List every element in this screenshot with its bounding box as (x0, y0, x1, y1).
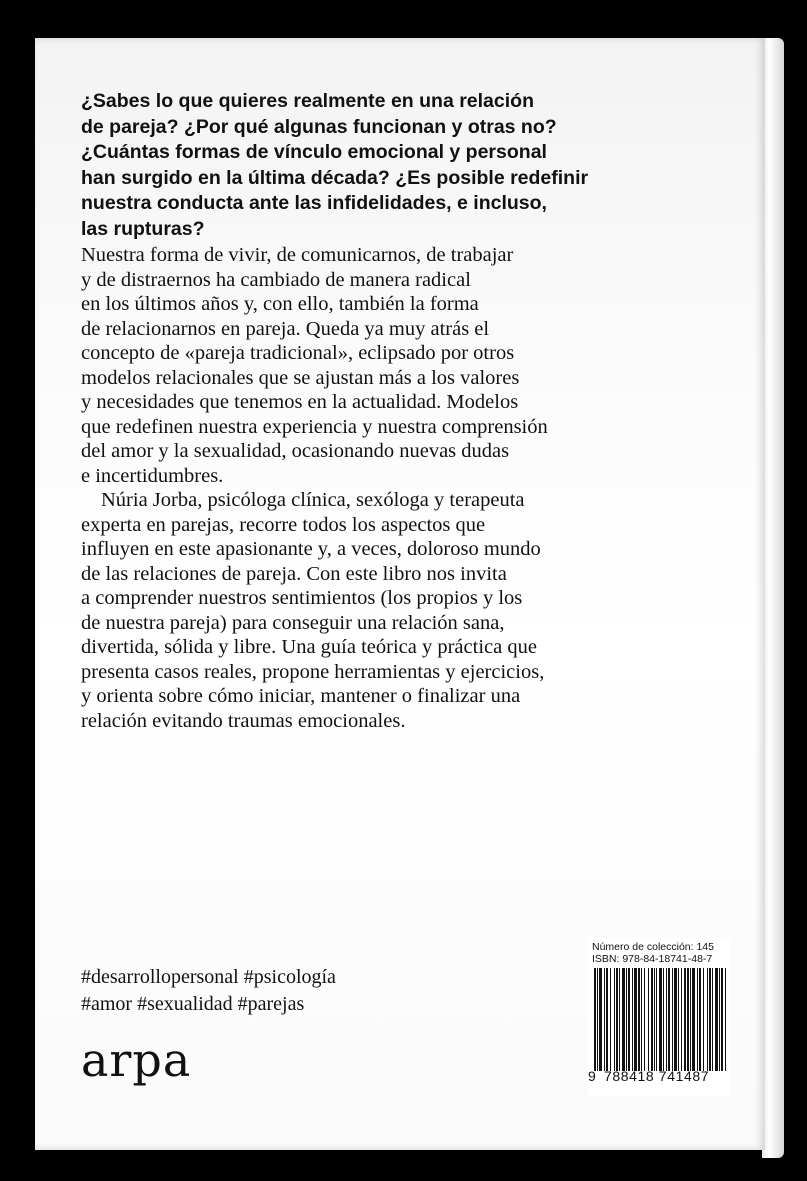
synopsis-line: de las relaciones de pareja. Con este libro nos invita (81, 562, 507, 585)
synopsis-line: y orienta sobre cómo iniciar, mantener o finalizar una (81, 685, 521, 707)
barcode-lead-digit: 9 (588, 1068, 596, 1084)
synopsis-line: de relacionarnos en pareja. Queda ya muy atrás el (81, 317, 490, 340)
intro-line: de pareja? ¿Por qué algunas funcionan y otras no? (81, 115, 557, 138)
barcode-block (588, 938, 730, 1096)
synopsis-line: de nuestra pareja) para conseguir una relación sana, (81, 611, 505, 634)
synopsis-line: modelos relacionales que se ajustan más a los valores (81, 366, 520, 389)
back-cover (35, 38, 765, 1150)
synopsis-line: e incertidumbres. (81, 464, 224, 487)
synopsis-line: Núria Jorba, psicóloga clínica, sexóloga y terapeuta (101, 489, 525, 511)
intro-questions (81, 89, 601, 243)
publisher-logo: arpa (81, 1033, 192, 1087)
synopsis-line: que redefinen nuestra experiencia y nuestra comprensión (81, 415, 548, 438)
synopsis-line: concepto de «pareja tradicional», eclipsado por otros (81, 342, 515, 364)
hashtags (81, 964, 336, 1018)
synopsis-line: y de distraernos ha cambiado de manera radical (81, 268, 471, 291)
synopsis-line: Nuestra forma de vivir, de comunicarnos, de trabajar (81, 244, 514, 266)
synopsis-line: a comprender nuestros sentimientos (los propios y los (81, 587, 523, 609)
synopsis-line: y necesidades que tenemos en la actualidad. Modelos (81, 391, 519, 413)
spine-title (764, 40, 782, 1150)
intro-line: nuestra conducta ante las infidelidades, e incluso, (81, 192, 547, 215)
intro-line: ¿Cuántas formas de vínculo emocional y personal (81, 141, 547, 164)
intro-line: ¿Sabes lo que quieres realmente en una relación (81, 90, 534, 112)
synopsis-line: divertida, sólida y libre. Una guía teórica y práctica que (81, 636, 537, 658)
synopsis-line: en los últimos años y, con ello, también la forma (81, 293, 479, 315)
collection-number: Número de colección: 145 (592, 941, 714, 953)
synopsis (81, 243, 641, 733)
intro-line: las rupturas? (81, 217, 205, 240)
synopsis-line: relación evitando traumas emocionales. (81, 709, 406, 732)
barcode-icon (592, 968, 728, 1071)
hashtag-line: #amor #sexualidad #parejas (81, 993, 305, 1015)
barcode-number: 788418 741487 (604, 1068, 710, 1084)
synopsis-line: influyen en este apasionante y, a veces, doloroso mundo (81, 538, 541, 560)
isbn-label: ISBN: 978-84-18741-48-7 (592, 953, 713, 965)
intro-line: han surgido en la última década? ¿Es posible redefinir (81, 166, 589, 189)
hashtag-line: #desarrollopersonal #psicología (81, 966, 336, 988)
barcode-meta (592, 941, 730, 965)
synopsis-line: experta en parejas, recorre todos los aspectos que (81, 513, 486, 536)
synopsis-line: del amor y la sexualidad, ocasionando nuevas dudas (81, 440, 510, 462)
synopsis-line: presenta casos reales, propone herramientas y ejercicios, (81, 660, 545, 683)
